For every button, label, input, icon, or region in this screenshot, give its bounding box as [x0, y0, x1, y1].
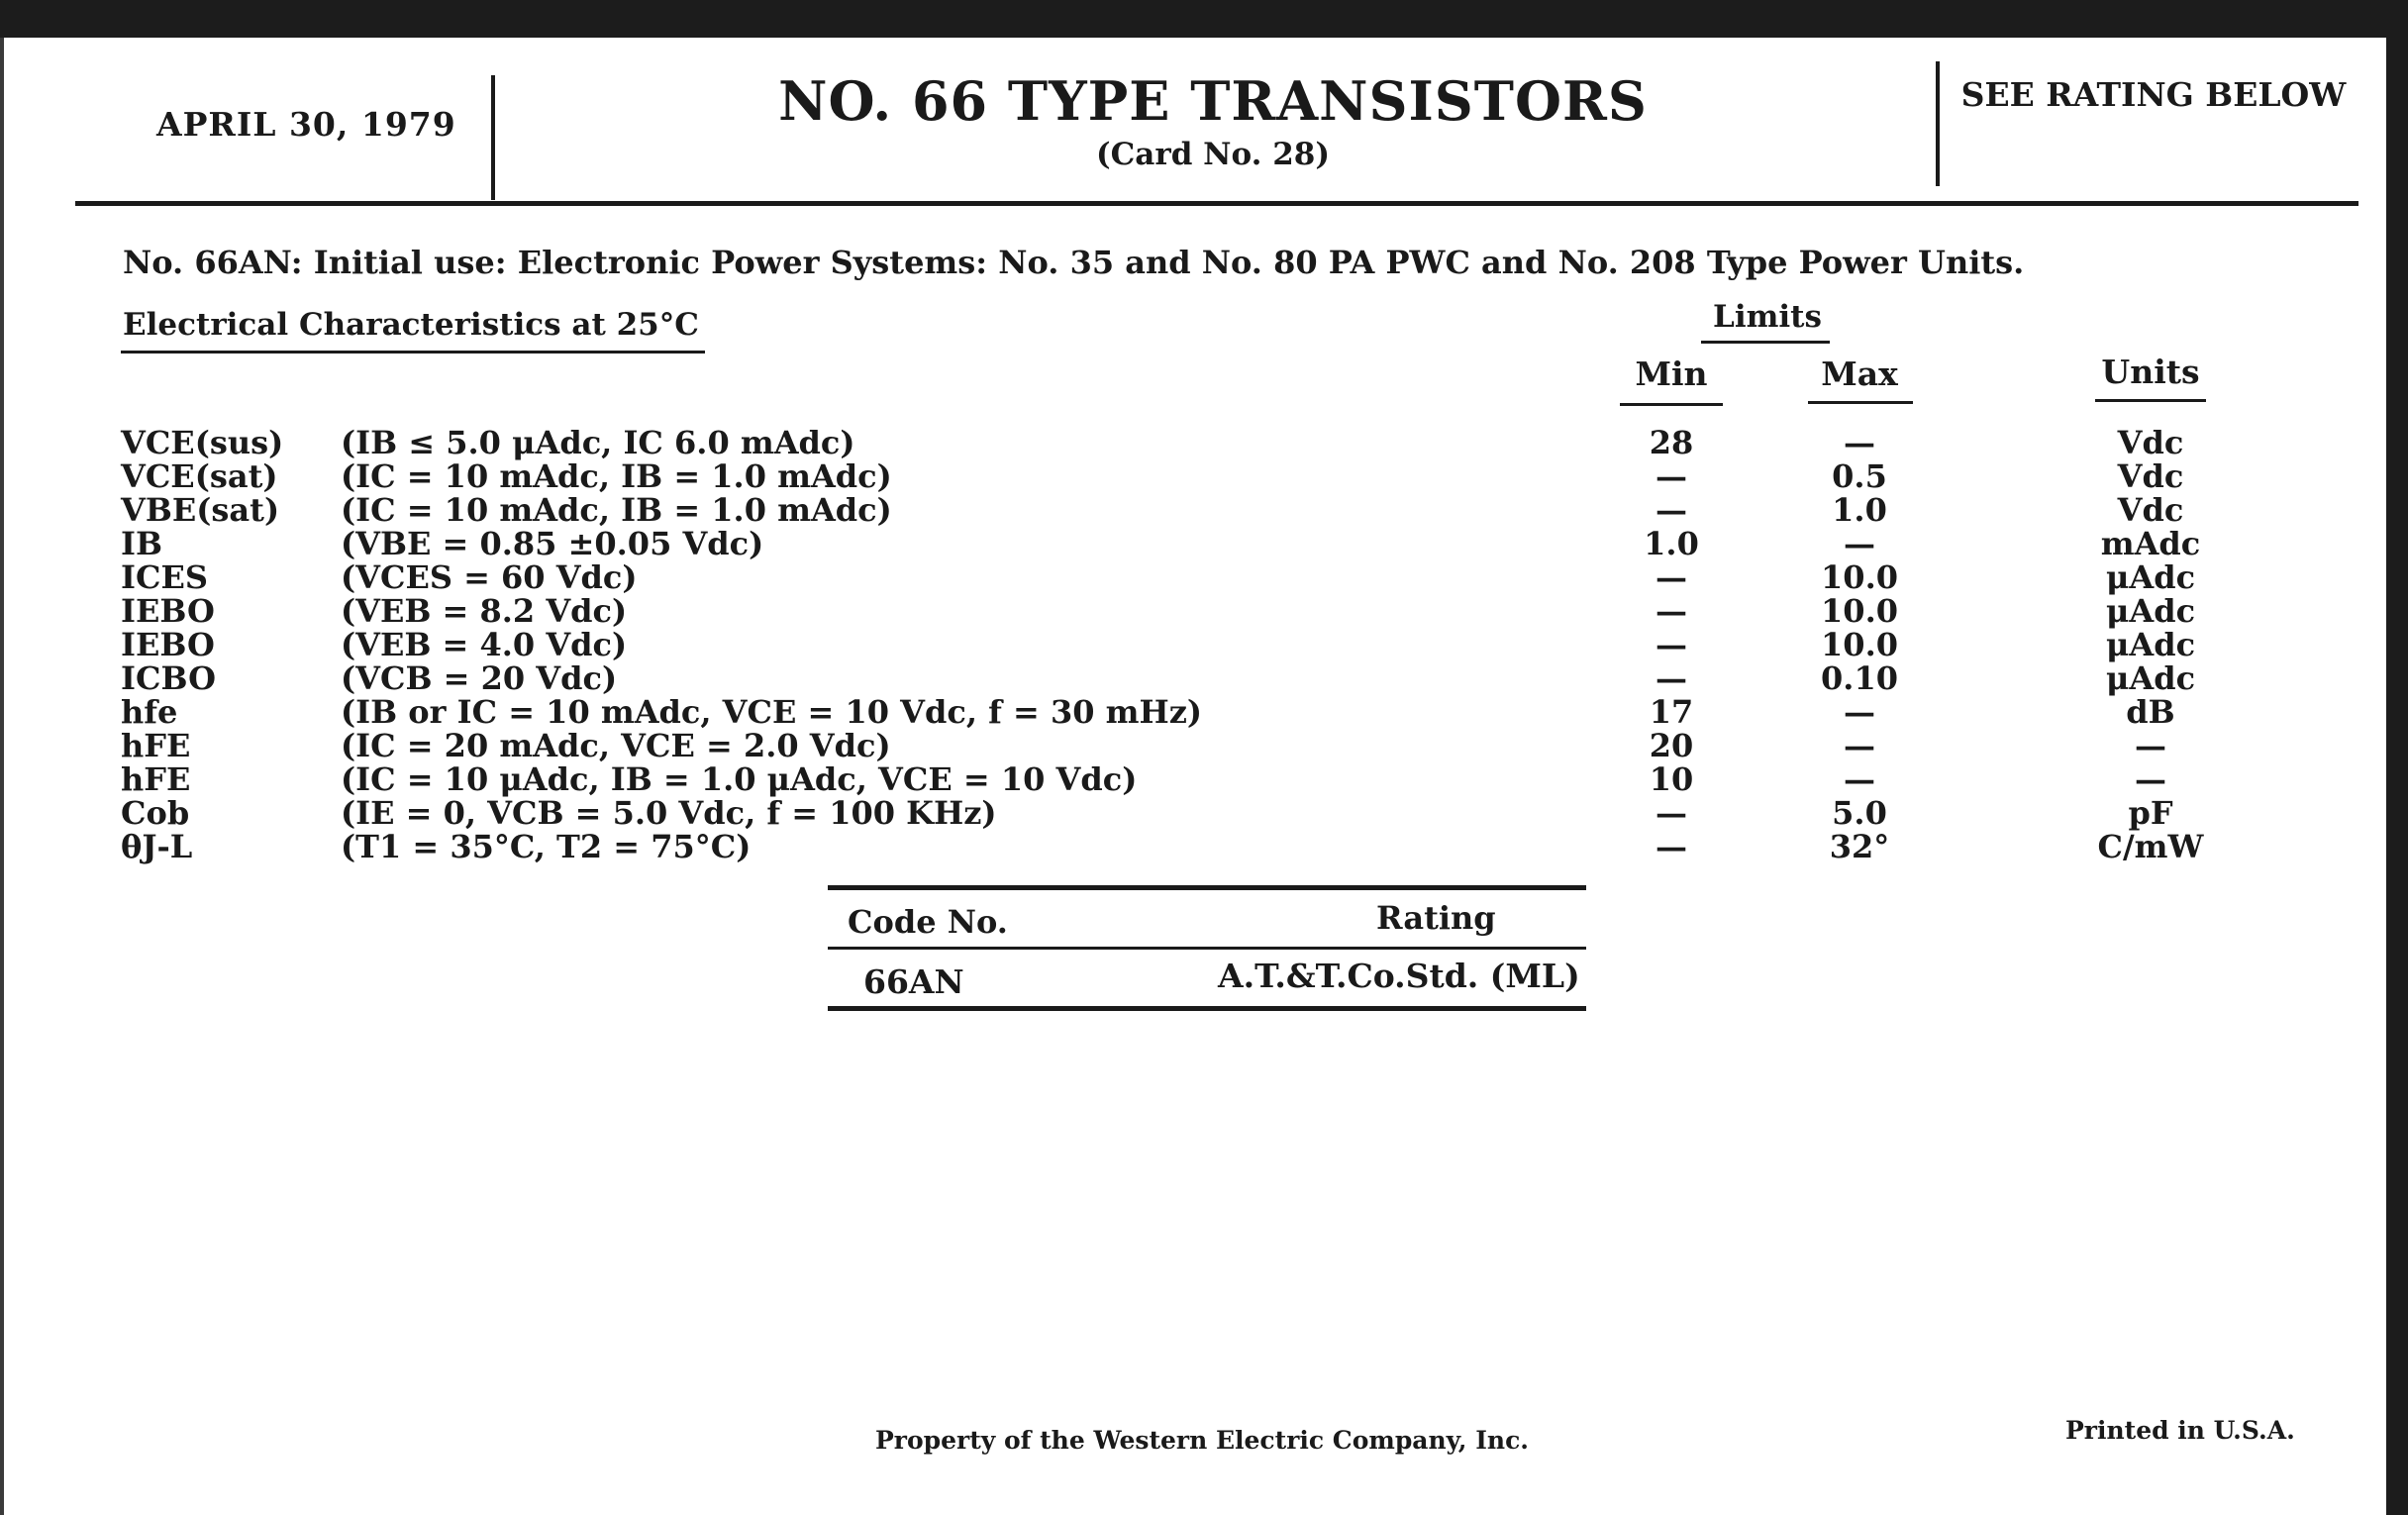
rating-table-top-rule — [828, 885, 1586, 890]
row-max: 32° — [1829, 828, 1890, 865]
min-underline — [1620, 403, 1723, 406]
units-column-header: Units — [2101, 353, 2200, 391]
max-underline — [1808, 401, 1913, 404]
row-unit: — — [2135, 760, 2166, 798]
row-condition: (VEB = 4.0 Vdc) — [341, 626, 628, 663]
row-symbol: IEBO — [121, 592, 215, 630]
row-symbol: hFE — [121, 727, 191, 764]
row-min: 20 — [1649, 727, 1694, 764]
row-symbol: Cob — [121, 794, 190, 832]
row-condition: (T1 = 35°C, T2 = 75°C) — [341, 828, 752, 865]
row-unit: pF — [2128, 794, 2173, 832]
rating-header: Rating — [1376, 899, 1496, 937]
scan-border-top — [0, 0, 2408, 38]
row-symbol: ICBO — [121, 659, 216, 697]
table-row — [0, 796, 2408, 830]
header-divider-right — [1936, 61, 1940, 186]
row-max: — — [1844, 525, 1875, 562]
row-unit: Vdc — [2117, 457, 2184, 495]
table-row — [0, 661, 2408, 695]
row-min: 10 — [1649, 760, 1694, 798]
printed-notice: Printed in U.S.A. — [2065, 1416, 2295, 1445]
page-title: NO. 66 TYPE TRANSISTORS — [778, 69, 1648, 133]
row-unit: μAdc — [2105, 626, 2196, 663]
row-unit: μAdc — [2105, 659, 2196, 697]
code-number-header: Code No. — [848, 903, 1008, 941]
section-title: Electrical Characteristics at 25°C — [123, 307, 699, 343]
row-max: 5.0 — [1832, 794, 1887, 832]
characteristics-table — [0, 426, 2408, 863]
row-min: 28 — [1649, 424, 1694, 461]
limits-underline — [1701, 341, 1830, 344]
row-condition: (VBE = 0.85 ±0.05 Vdc) — [341, 525, 764, 562]
row-max: 1.0 — [1832, 491, 1887, 529]
row-min: — — [1656, 626, 1687, 663]
row-min: — — [1656, 491, 1687, 529]
units-underline — [2095, 399, 2206, 402]
row-unit: μAdc — [2105, 592, 2196, 630]
row-max: 10.0 — [1821, 558, 1898, 596]
initial-use-line: No. 66AN: Initial use: Electronic Power Systems: No. 35 and No. 80 PA PWC and No. 208 Type Power Units. — [123, 244, 2025, 281]
table-row — [0, 527, 2408, 560]
limits-header: Limits — [1713, 299, 1822, 335]
row-symbol: IB — [121, 525, 163, 562]
table-row — [0, 830, 2408, 863]
row-max: 0.10 — [1821, 659, 1898, 697]
row-max: — — [1844, 693, 1875, 731]
table-row — [0, 628, 2408, 661]
row-condition: (IC = 20 mAdc, VCE = 2.0 Vdc) — [341, 727, 891, 764]
row-unit: C/mW — [2097, 828, 2204, 865]
row-unit: mAdc — [2100, 525, 2201, 562]
row-max: — — [1844, 727, 1875, 764]
table-row — [0, 695, 2408, 729]
row-min: 1.0 — [1644, 525, 1699, 562]
row-condition: (IC = 10 mAdc, IB = 1.0 mAdc) — [341, 457, 892, 495]
row-symbol: VBE(sat) — [121, 491, 280, 529]
row-symbol: ICES — [121, 558, 208, 596]
row-min: — — [1656, 659, 1687, 697]
row-min: — — [1656, 794, 1687, 832]
row-max: 10.0 — [1821, 626, 1898, 663]
row-condition: (VEB = 8.2 Vdc) — [341, 592, 628, 630]
table-row — [0, 729, 2408, 762]
row-unit: Vdc — [2117, 424, 2184, 461]
row-condition: (IB or IC = 10 mAdc, VCE = 10 Vdc, f = 30 mHz) — [341, 693, 1203, 731]
table-row — [0, 493, 2408, 527]
rating-value: A.T.&T.Co.Std. (ML) — [1218, 957, 1580, 995]
row-symbol: IEBO — [121, 626, 215, 663]
row-symbol: VCE(sat) — [121, 457, 278, 495]
row-max: 0.5 — [1832, 457, 1887, 495]
header-rule — [75, 201, 2358, 206]
row-unit: μAdc — [2105, 558, 2196, 596]
row-unit: Vdc — [2117, 491, 2184, 529]
rating-table-mid-rule — [828, 947, 1586, 950]
row-min: — — [1656, 828, 1687, 865]
row-max: — — [1844, 760, 1875, 798]
row-condition: (IB ≤ 5.0 μAdc, IC 6.0 mAdc) — [341, 424, 855, 461]
card-number: (Card No. 28) — [1095, 137, 1331, 172]
row-condition: (IC = 10 mAdc, IB = 1.0 mAdc) — [341, 491, 892, 529]
row-symbol: VCE(sus) — [121, 424, 284, 461]
property-notice: Property of the Western Electric Company, Inc. — [875, 1426, 1530, 1455]
row-symbol: θJ-L — [121, 828, 193, 865]
row-symbol: hfe — [121, 693, 178, 731]
code-number-value: 66AN — [863, 962, 964, 1001]
section-title-underline — [121, 351, 705, 354]
row-min: — — [1656, 457, 1687, 495]
rating-table-bottom-rule — [828, 1006, 1586, 1011]
row-condition: (IC = 10 μAdc, IB = 1.0 μAdc, VCE = 10 Vdc) — [341, 760, 1138, 798]
row-max: 10.0 — [1821, 592, 1898, 630]
row-min: — — [1656, 592, 1687, 630]
table-row — [0, 560, 2408, 594]
row-condition: (IE = 0, VCB = 5.0 Vdc, f = 100 KHz) — [341, 794, 997, 832]
min-column-header: Min — [1635, 354, 1708, 393]
table-row — [0, 426, 2408, 459]
row-unit: dB — [2126, 693, 2175, 731]
table-row — [0, 594, 2408, 628]
row-min: 17 — [1649, 693, 1694, 731]
row-symbol: hFE — [121, 760, 191, 798]
table-row — [0, 762, 2408, 796]
max-column-header: Max — [1821, 354, 1898, 393]
row-condition: (VCB = 20 Vdc) — [341, 659, 618, 697]
header-date: APRIL 30, 1979 — [156, 105, 456, 144]
row-min: — — [1656, 558, 1687, 596]
row-condition: (VCES = 60 Vdc) — [341, 558, 638, 596]
row-max: — — [1844, 424, 1875, 461]
see-rating-note: SEE RATING BELOW — [1960, 75, 2347, 114]
table-row — [0, 459, 2408, 493]
row-unit: — — [2135, 727, 2166, 764]
